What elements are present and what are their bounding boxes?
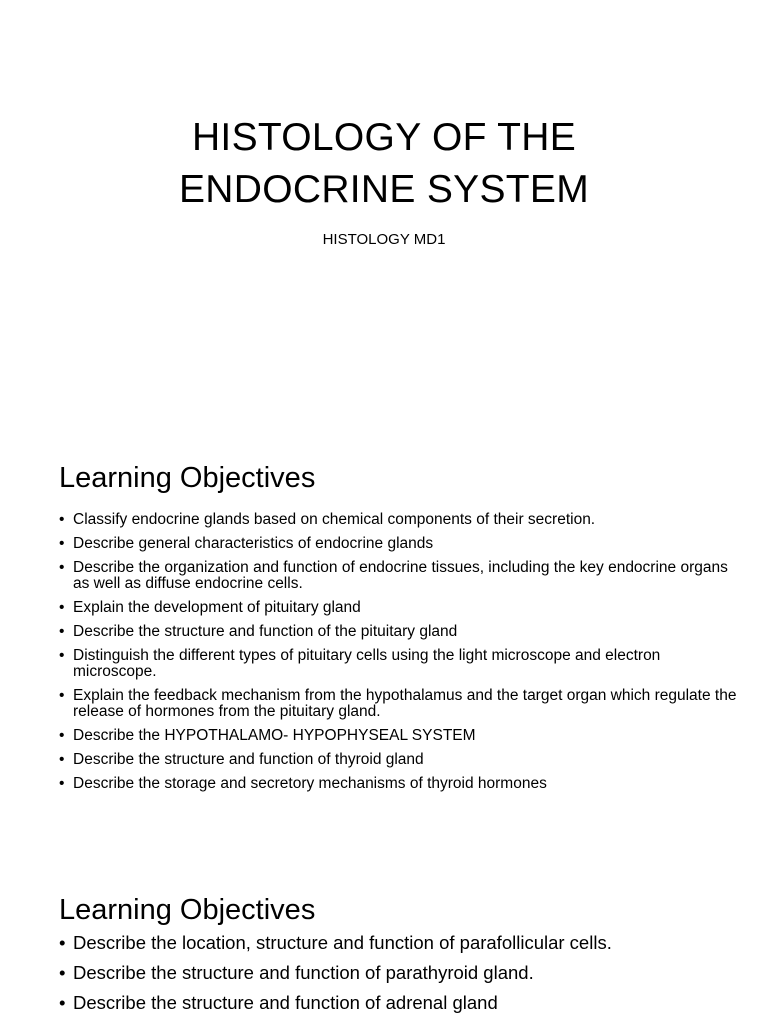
objective-item: • Explain the development of pituitary gland	[59, 600, 744, 616]
objective-item: • Describe the structure and function of the pituitary gland	[59, 624, 744, 640]
objective-item: • Describe the structure and function of thyroid gland	[59, 752, 744, 768]
objective-item: • Describe the structure and function of adrenal gland	[59, 992, 744, 1014]
objectives-slide-2	[0, 864, 768, 1024]
subtitle: HISTOLOGY MD1	[322, 231, 446, 248]
main-title-line-2: ENDOCRINE SYSTEM	[178, 168, 589, 211]
objective-item: • Describe the structure and function of parathyroid gland.	[59, 962, 744, 984]
objective-item: • Describe the storage and secretory mechanisms of thyroid hormones	[59, 776, 744, 792]
objective-item: • Distinguish the different types of pituitary cells using the light microscope and electron microscope.	[59, 648, 744, 680]
objectives-list	[59, 512, 744, 800]
objective-item: • Describe the HYPOTHALAMO- HYPOPHYSEAL SYSTEM	[59, 728, 744, 744]
objective-item: • Describe general characteristics of endocrine glands	[59, 536, 744, 552]
objective-item: • Describe the location, structure and function of parafollicular cells.	[59, 932, 744, 954]
objectives-list	[59, 932, 744, 1022]
objective-item: • Describe the organization and function of endocrine tissues, including the key endocrine organs as well as diffuse endocrine cells.	[59, 560, 744, 592]
title-slide	[0, 0, 768, 420]
objectives-heading: Learning Objectives	[59, 894, 316, 926]
objective-item: • Explain the feedback mechanism from the hypothalamus and the target organ which regulate the release of hormones from the pituitary gland.	[59, 688, 744, 720]
main-title-line-1: HISTOLOGY OF THE	[191, 116, 577, 159]
main-title	[0, 112, 768, 216]
objective-item: • Classify endocrine glands based on chemical components of their secretion.	[59, 512, 744, 528]
objectives-heading: Learning Objectives	[59, 462, 316, 494]
objectives-slide-1	[0, 432, 768, 852]
